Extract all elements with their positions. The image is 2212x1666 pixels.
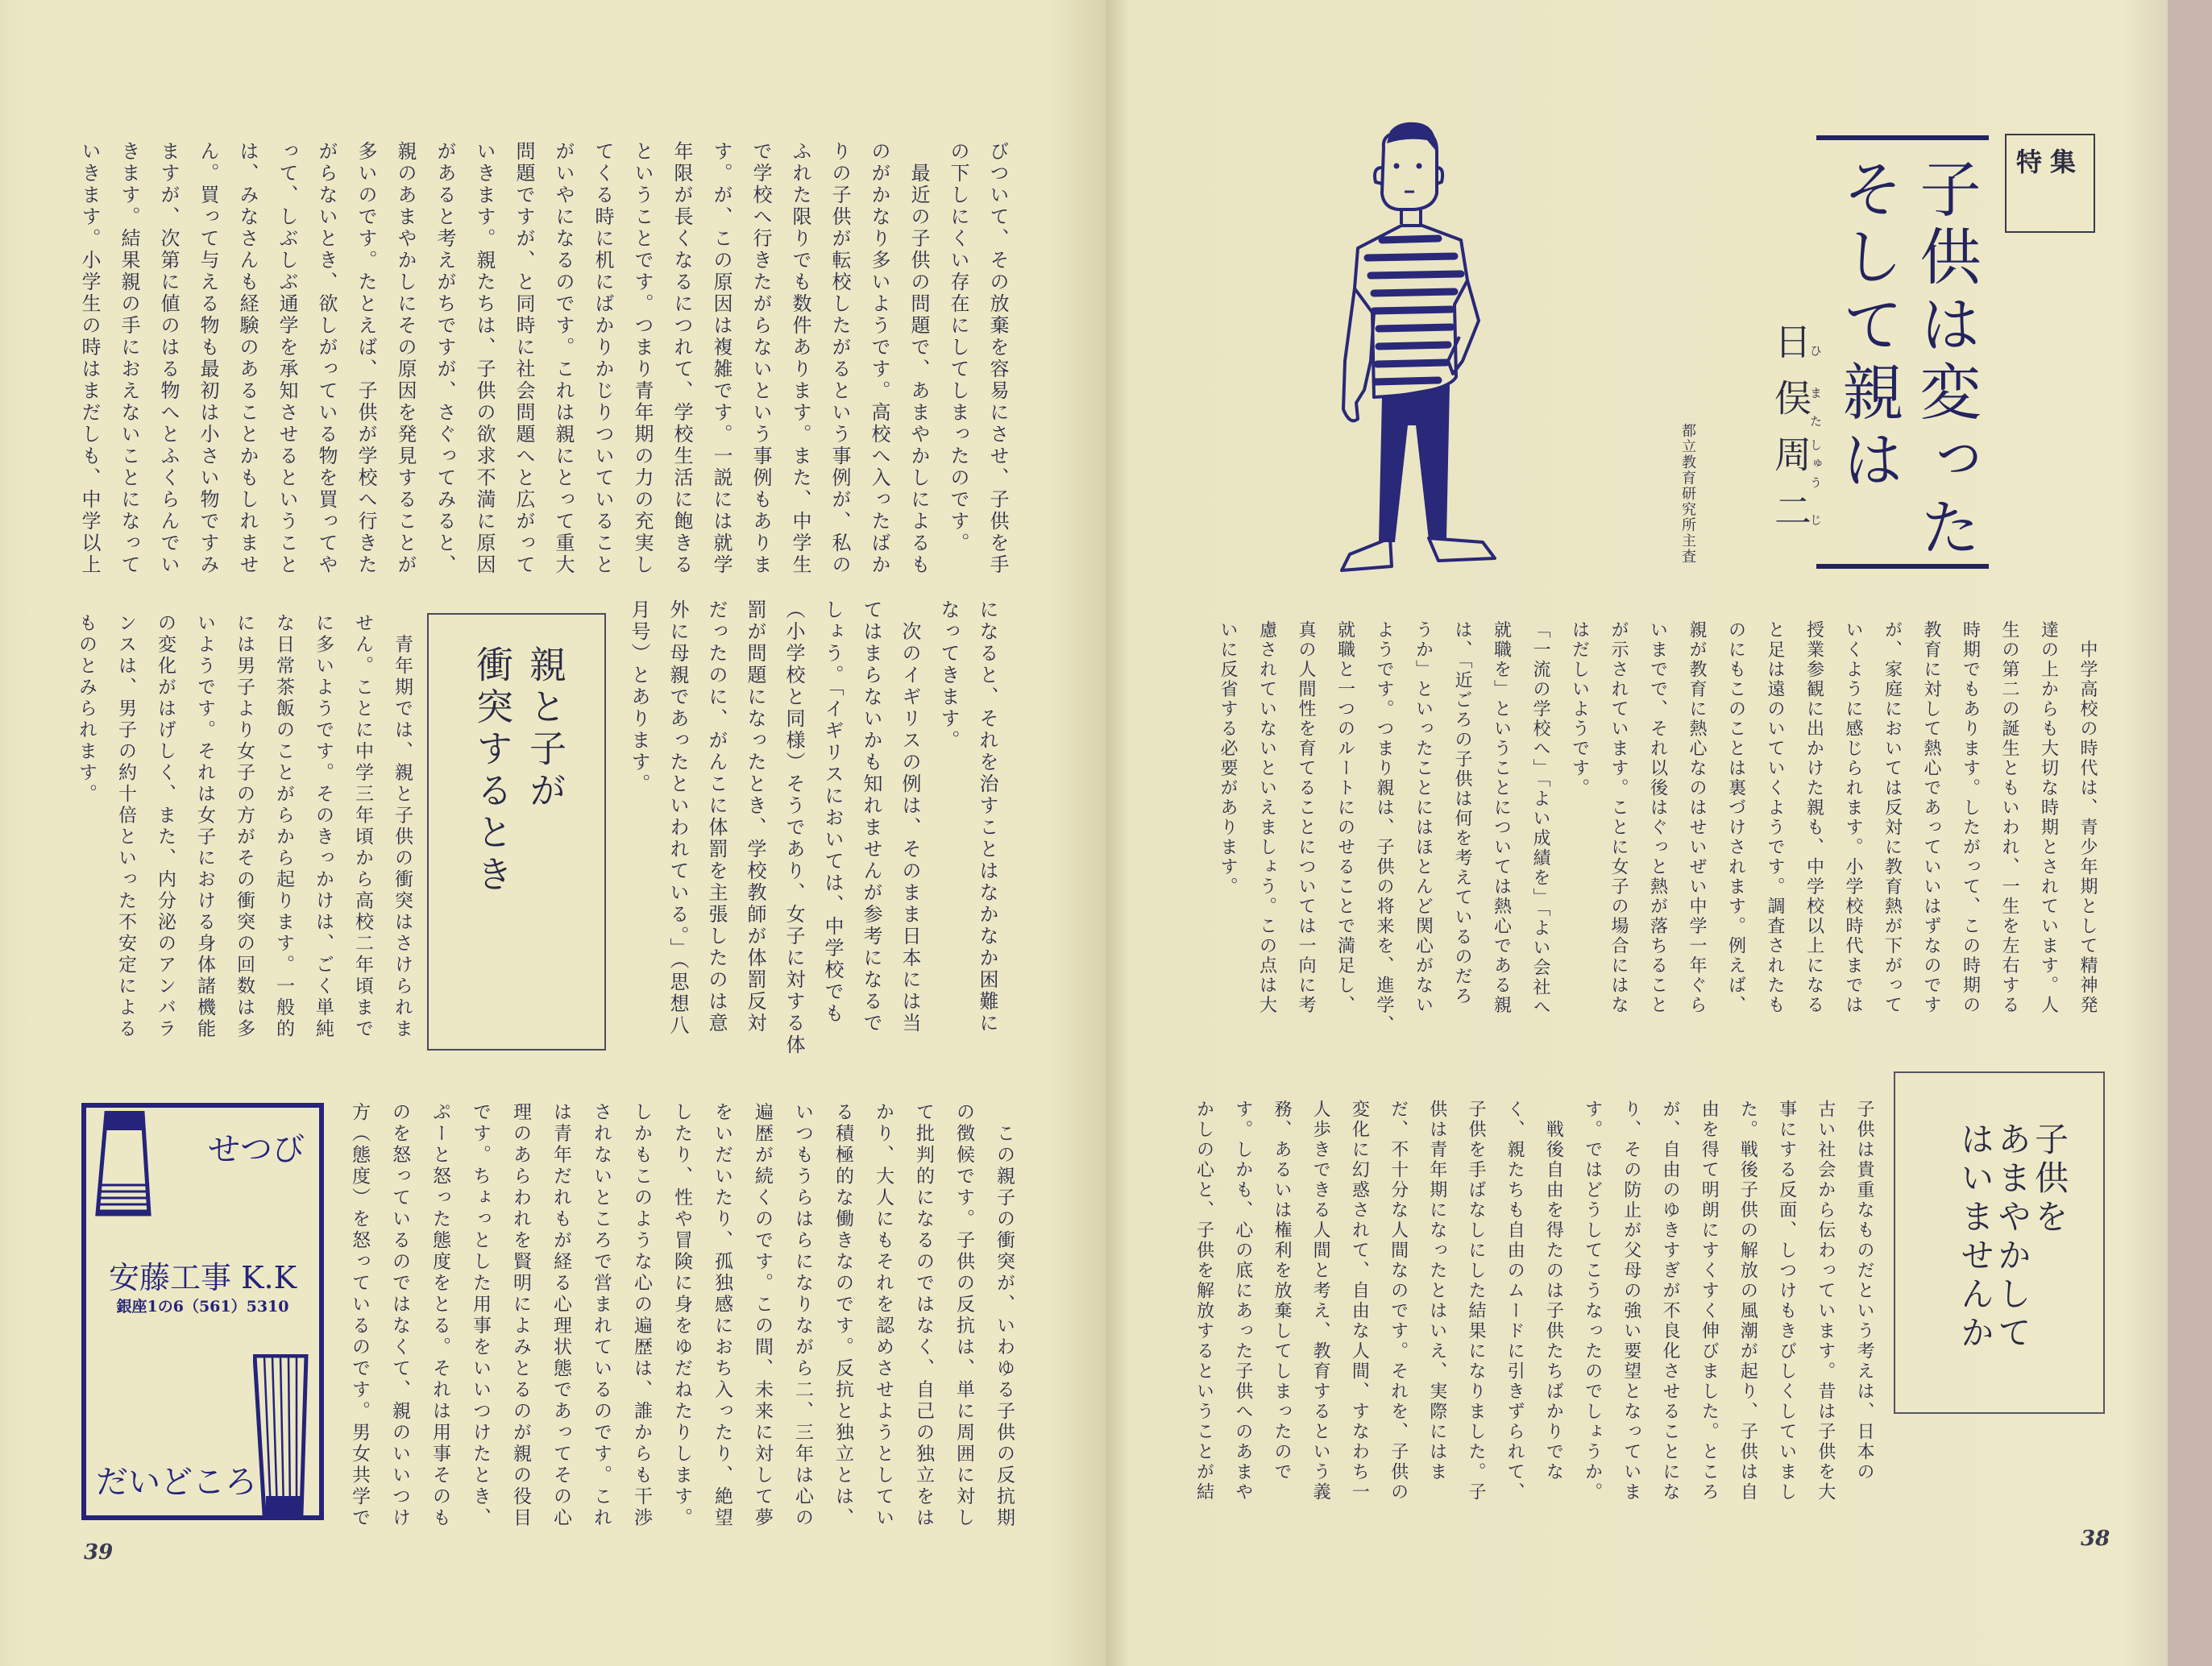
subheading-line: あまやかして	[1993, 1121, 2032, 1353]
text-column: る積極的な働きなのです。反抗と独立とは、	[832, 1102, 853, 1529]
author-ruby: じ	[1808, 491, 1823, 548]
text-column: 生の第二の誕生ともいわれ、一生を左右する	[1999, 620, 2019, 1015]
text-column: になると、それを治すことはなかなか困難に	[976, 599, 998, 1034]
text-column: いきます。小学生の時はまだしも、中学以上	[78, 141, 101, 576]
subheading-box-spoiling	[1894, 1071, 2105, 1414]
text-column: この親子の衝突が、いわゆる子供の反抗期	[994, 1102, 1015, 1529]
text-column: 年限が長くなるにつれて、学校生活に飽きる	[670, 141, 693, 576]
article-title	[1823, 157, 1984, 563]
text-column: は、みなさんも経験のあることかもしれませ	[236, 141, 259, 576]
text-column: のがかなり多いようです。高校へ入ったばか	[868, 141, 890, 576]
right-page	[1106, 0, 2168, 1666]
text-column: 方（態度）を怒っているのです。男女共学で	[349, 1102, 370, 1529]
ad-company-name: 安藤工事 K.K	[109, 1260, 297, 1295]
feature-label-box	[2005, 134, 2095, 233]
text-column: の変化がはげしく、また、内分泌のアンバラ	[155, 613, 176, 1040]
text-column: は、「近ごろの子供は何を考えているのだろ	[1452, 620, 1472, 1006]
author-ruby: ひ	[1808, 322, 1823, 379]
text-column: 親のあまやかしにその原因を発見することが	[394, 141, 417, 576]
text-column: 次のイギリスの例は、そのまま日本には当	[898, 599, 921, 1034]
ad-top-text: せつび	[208, 1131, 305, 1168]
subheading-line: はいませんか	[1956, 1121, 1995, 1353]
text-column: 最近の子供の問題で、あまやかしによるも	[907, 141, 930, 576]
text-column: されないところで営まれているのです。これ	[591, 1102, 612, 1529]
text-column: が示されています。ことに女子の場合にはな	[1608, 620, 1629, 1015]
text-column: いようです。それは女子における身体諸機能	[194, 613, 215, 1040]
text-column: りの子供が転校したがるという事例が、私の	[828, 141, 851, 576]
left-lower-text	[339, 1102, 1024, 1541]
text-column: はだしいようです。	[1569, 620, 1590, 798]
author-affiliation: 都立教育研究所主査	[1679, 423, 1696, 565]
text-column: せん。ことに中学三年頃から高校二年頃まで	[352, 613, 373, 1040]
subheading-line: 衝突するとき	[471, 645, 514, 897]
text-column: 就職と一つのルートにのせることで満足し、	[1334, 620, 1355, 1015]
text-column: 青年期では、親と子供の衝突はさけられま	[392, 613, 413, 1040]
author-ruby: しゅう	[1808, 435, 1823, 491]
advertisement-ando-kouji	[81, 1103, 324, 1520]
text-column: しょう。「イギリスにおいては、中学校でも	[821, 599, 844, 1025]
text-column: びついて、その放棄を容易にさせ、子供を手	[986, 141, 1009, 576]
author-char	[1769, 379, 1823, 435]
text-column: と足は遠のいていくようです。調査されたも	[1765, 620, 1785, 1015]
text-column: いまでで、それ以後はぐっと熱が落ちること	[1647, 620, 1668, 1015]
text-column: したり、性や冒険に身をゆだねたりします。	[671, 1102, 692, 1529]
text-column: だ、不十分な人間なのです。それを、子供の	[1388, 1100, 1409, 1502]
text-column: です。ちょっとした用事をいいつけたとき、	[470, 1102, 491, 1529]
text-column: り、その防止が父母の強い要望となっていま	[1621, 1100, 1641, 1502]
text-column: きます。結果親の手におえないことになって	[118, 141, 140, 576]
text-column: 人歩きできる人間と考え、教育するという義	[1310, 1100, 1331, 1502]
text-column: しかもこのような心の遍歴は、誰からも干渉	[631, 1102, 652, 1529]
author-kanji: 二	[1769, 491, 1812, 548]
text-column: いに反省する必要があります。	[1218, 620, 1238, 897]
text-column: があると考えがちですが、さぐってみると、	[434, 141, 456, 576]
page-number-right: 38	[2081, 1527, 2110, 1551]
text-column: の下しにくい存在にしてしまったのです。	[947, 141, 969, 554]
title-top-rule	[1816, 135, 1989, 140]
text-column: って、しぶしぶ通学を承知させるということ	[276, 141, 298, 576]
text-column: は青年だれもが経る心理状態であってその心	[550, 1102, 571, 1529]
author-ruby: また	[1808, 379, 1823, 435]
text-column: ようです。つまり親は、子供の将来を、進学、	[1374, 620, 1394, 1035]
text-column: 多いのです。たとえば、子供が学校へ行きた	[355, 141, 377, 576]
text-column: 理のあらわれを賢明によみとるのが親の役目	[510, 1102, 531, 1529]
subheading-spoiling	[1957, 1121, 2068, 1353]
text-column: に多いようです。そのきっかけは、ごく単純	[313, 613, 334, 1040]
text-column: の徴候です。子供の反抗は、単に周囲に対し	[953, 1102, 974, 1529]
text-column: す。しかも、心の底にあった子供へのあまや	[1232, 1100, 1253, 1502]
text-column: 外に母親であったといわれている。」（思想八	[666, 599, 689, 1037]
text-column: 古い社会から伝わっています。昔は子供を大	[1815, 1100, 1836, 1502]
text-column: いくように感じられます。小学校時代までは	[1843, 620, 1863, 1015]
text-column: ん。買って与える物も最初は小さい物ですみ	[197, 141, 219, 576]
text-column: いきます。親たちは、子供の欲求不満に原因	[473, 141, 496, 576]
text-column: て批判的になるのではなく、自己の独立をは	[913, 1102, 934, 1529]
text-column: 中学高校の時代は、青少年期として精神発	[2077, 620, 2098, 1015]
left-upper-text	[69, 141, 1017, 592]
left-middle-text	[620, 599, 1006, 1056]
author-char	[1769, 322, 1823, 379]
text-column: ぷーと怒った態度をとる。それは用事そのも	[430, 1102, 450, 1529]
text-column: なってきます。	[937, 599, 960, 752]
text-column: 「一流の学校へ」「よい成績を」「よい会社へ	[1530, 620, 1550, 1017]
text-column: がらないとき、欲しがっている物を買ってや	[315, 141, 338, 576]
text-column: す。が、この原因は複雑です。一説には就学	[710, 141, 732, 576]
text-column: いつもうらはらになりながら二、三年は心の	[792, 1102, 813, 1529]
text-column: ふれた限りでも数件あります。また、中学生	[789, 141, 811, 576]
right-upper-text	[1207, 620, 2106, 1035]
text-column: てくる時に机にばかりかじりついていること	[591, 141, 614, 576]
author-kanji: 俣	[1769, 379, 1812, 435]
text-column: 子供を手ばなしにした結果になりました。子	[1465, 1100, 1486, 1502]
text-column: 務、あるいは権利を放棄してしまったので	[1271, 1100, 1292, 1482]
page-number-left: 39	[84, 1540, 114, 1564]
text-column: 供は青年期になったとはいえ、実際にはま	[1426, 1100, 1447, 1482]
text-column: 達の上からも大切な時期とされています。人	[2038, 620, 2059, 1015]
title-line: そして親は	[1832, 157, 1904, 495]
text-column: 教育に対して熱心であっていいはずなのです	[1921, 620, 1941, 1015]
text-column: 親が教育に熱心なのはせいぜい中学一年ぐら	[1687, 620, 1707, 1015]
author-kanji: 日	[1769, 322, 1812, 379]
text-column: 遍歴が続くのです。この間、未来に対して夢	[752, 1102, 773, 1529]
text-column: かり、大人にもそれを認めさせようとしてい	[873, 1102, 894, 1529]
text-column: な日常茶飯のことがらから起ります。一般的	[273, 613, 294, 1040]
text-column: で学校へ行きたがらないという事例もありま	[749, 141, 772, 576]
text-column: 子供は貴重なものだという考えは、日本の	[1854, 1100, 1874, 1482]
text-column: く、親たちも自由のムードに引きずられて、	[1504, 1100, 1525, 1502]
feature-label: 特集	[2015, 147, 2084, 177]
text-column: が、自由のゆきすぎが不良化させることにな	[1659, 1100, 1680, 1502]
text-column: す。ではどうしてこうなったのでしょうか。	[1582, 1100, 1603, 1502]
striped-shirt-man-illustration	[1326, 119, 1519, 582]
author-name	[1766, 322, 1822, 548]
text-column: だったのに、がんこに体罰を主張したのは意	[705, 599, 728, 1034]
text-column: てはまらないかも知れませんが参考になるで	[860, 599, 882, 1034]
author-line	[1766, 322, 1822, 548]
cabinet-illustration-icon	[94, 1111, 159, 1224]
title-line: 子供は変った	[1910, 157, 1982, 563]
subheading-line: 子供を	[2030, 1121, 2069, 1237]
text-column: 月号）とあります。	[628, 599, 650, 795]
text-column: 戦後自由を得たのは子供たちばかりでな	[1543, 1100, 1564, 1482]
text-column: うか」といったことにはほとんど関心がない	[1413, 620, 1434, 1015]
ad-bottom-text: だいどころ	[96, 1464, 257, 1501]
cupboard-illustration-icon	[253, 1354, 309, 1515]
text-column: 時期でもあります。したがって、この時期の	[1960, 620, 1981, 1015]
text-column: 就職を」ということについては熱心である親	[1491, 620, 1512, 1015]
left-youth-text	[66, 613, 421, 1052]
text-column: 由を得て明朗にすくすく伸びました。ところ	[1699, 1100, 1720, 1502]
text-column: 事にする反面、しつけもきびしくしていまし	[1776, 1100, 1797, 1502]
text-column: 授業参観に出かけた親も、中学校以上になる	[1803, 620, 1824, 1015]
text-column: 真の人間性を育てることについては一向に考	[1296, 620, 1316, 1015]
text-column: 罰が問題になったとき、学校教師が体罰反対	[744, 599, 766, 1034]
subheading-conflict	[466, 645, 572, 897]
text-column: がいやになるのです。これは親にとって重大	[552, 141, 575, 576]
text-column: のにもこのことは裏づけされます。例えば、	[1725, 620, 1746, 1015]
text-column: のを怒っているのではなくて、親のいいつけ	[389, 1102, 410, 1529]
text-column: ということです。つまり青年期の力の充実し	[631, 141, 654, 576]
subheading-line: 親と子が	[524, 645, 567, 813]
text-column: ものとみられます。	[76, 613, 97, 806]
text-column: をいだいたり、孤独感におち入ったり、絶望	[712, 1102, 732, 1529]
text-column: 問題ですが、と同時に社会問題へと広がって	[513, 141, 535, 576]
text-column: た。戦後子供の解放の風潮が起り、子供は自	[1737, 1100, 1758, 1502]
text-column: （小学校と同様）そうであり、女子に対する体	[782, 599, 805, 1056]
text-column: が、家庭においては反対に教育熱が下がって	[1882, 620, 1903, 1015]
title-bottom-rule	[1816, 564, 1989, 569]
author-kanji: 周	[1769, 435, 1812, 491]
author-char	[1769, 435, 1823, 491]
ad-address: 銀座1の6（561）5310	[116, 1298, 289, 1316]
text-column: ンスは、男子の約十倍といった不安定による	[115, 613, 136, 1040]
text-column: かしの心と、子供を解放するということが結	[1193, 1100, 1214, 1502]
text-column: 変化に幻惑されて、自由な人間、すなわち一	[1349, 1100, 1370, 1502]
right-lower-text	[1184, 1100, 1883, 1519]
subheading-box-conflict	[427, 613, 606, 1051]
author-char	[1769, 491, 1823, 548]
text-column: 慮されていないといえましょう。この点は大	[1256, 620, 1277, 1015]
text-column: ますが、次第に値のはる物へとふくらんでい	[157, 141, 180, 576]
text-column: には男子より女子の方がその衝突の回数は多	[234, 613, 255, 1040]
